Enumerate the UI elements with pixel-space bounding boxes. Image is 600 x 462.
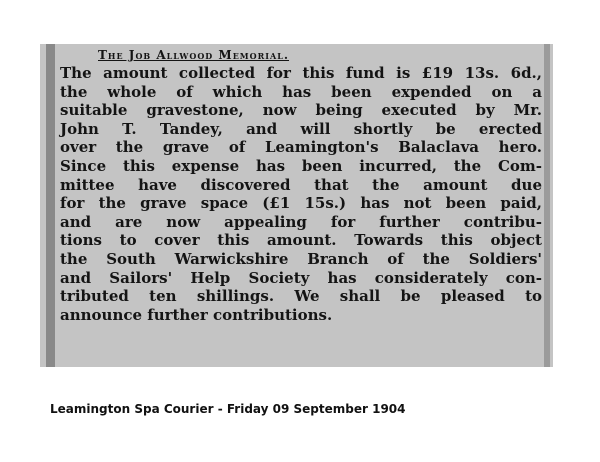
clipping-line: the South Warwickshire Branch of the Soldiers' <box>60 249 542 268</box>
source-caption: Leamington Spa Courier - Friday 09 September 1904 <box>50 402 406 416</box>
clipping-line: tions to cover this amount. Towards this object <box>60 231 542 250</box>
clipping-line: Since this expense has been incurred, the Com- <box>60 156 542 175</box>
clipping-line: suitable gravestone, now being executed by Mr. <box>60 101 542 120</box>
clipping-line: announce further contributions. <box>60 305 333 324</box>
clipping-line: over the grave of Leamington's Balaclava hero. <box>60 138 542 157</box>
newspaper-clipping <box>40 44 553 367</box>
clipping-text <box>60 46 542 324</box>
clipping-line: for the grave space (£1 15s.) has not been paid, <box>60 194 542 213</box>
clipping-line: The amount collected for this fund is £19 13s. 6d., <box>60 64 542 82</box>
clipping-line: and are now appealing for further contribu- <box>60 212 542 231</box>
clipping-line: the whole of which has been expended on a <box>60 82 542 101</box>
clipping-line: and Sailors' Help Society has considerately con- <box>60 268 542 287</box>
clipping-line: John T. Tandey, and will shortly be erected <box>60 119 542 138</box>
clipping-line: mittee have discovered that the amount due <box>60 175 542 194</box>
clipping-line: tributed ten shillings. We shall be pleased to <box>60 287 542 306</box>
column-rule-left <box>46 44 55 367</box>
clipping-headline: The Job Allwood Memorial. <box>98 48 290 62</box>
column-rule-right <box>544 44 550 367</box>
